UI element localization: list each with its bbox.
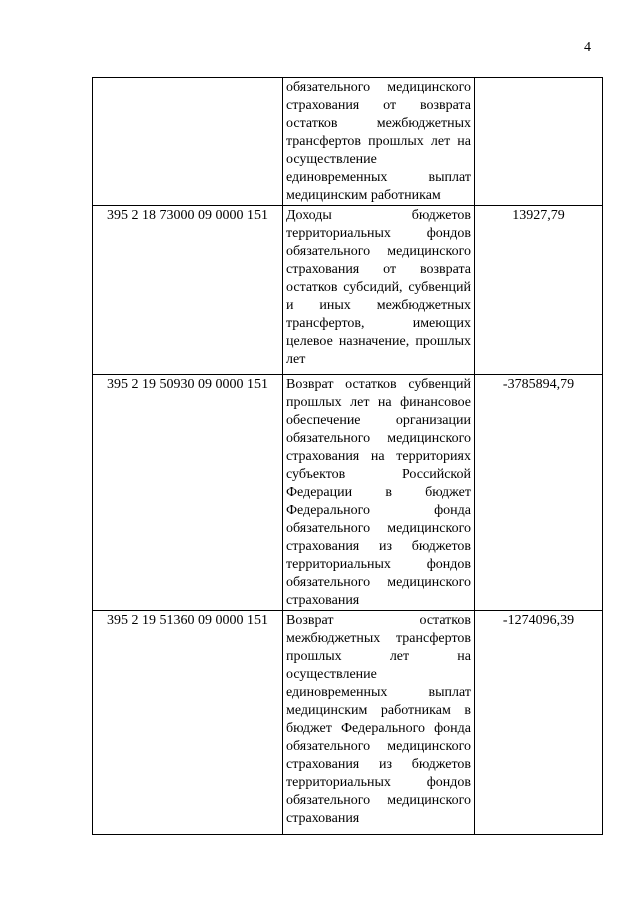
amount-cell bbox=[475, 78, 603, 206]
amount-cell: 13927,79 bbox=[475, 206, 603, 375]
table-row bbox=[93, 78, 603, 206]
table-row bbox=[93, 375, 603, 611]
description-cell: Доходы бюджетов территориальных фондов обязательного медицинского страхования от возврата остатков субсидий, субвенций и иных межбюджетных трансфертов, имеющих целевое назначение, прошлых лет bbox=[283, 206, 475, 375]
budget-code-cell bbox=[93, 78, 283, 206]
table-row bbox=[93, 611, 603, 835]
budget-table bbox=[92, 77, 603, 835]
budget-code-cell: 395 2 19 51360 09 0000 151 bbox=[93, 611, 283, 835]
table-row bbox=[93, 206, 603, 375]
page-number: 4 bbox=[584, 40, 591, 55]
amount-cell: -3785894,79 bbox=[475, 375, 603, 611]
budget-code-cell: 395 2 18 73000 09 0000 151 bbox=[93, 206, 283, 375]
amount-cell: -1274096,39 bbox=[475, 611, 603, 835]
description-cell: Возврат остатков межбюджетных трансфертов прошлых лет на осуществление единовременных выплат медицинским работникам в бюджет Федерального фонда обязательного медицинского страхования из бюджетов территориальных фондов обязательного медицинского страхования bbox=[283, 611, 475, 835]
budget-code-cell: 395 2 19 50930 09 0000 151 bbox=[93, 375, 283, 611]
description-cell: Возврат остатков субвенций прошлых лет на финансовое обеспечение организации обязательного медицинского страхования на территориях субъектов Российской Федерации в бюджет Федерального фонда обязательного медицинского страхования из бюджетов территориальных фондов обязательного медицинского страхования bbox=[283, 375, 475, 611]
description-cell: обязательного медицинского страхования от возврата остатков межбюджетных трансфертов прошлых лет на осуществление единовременных выплат медицинским работникам bbox=[283, 78, 475, 206]
